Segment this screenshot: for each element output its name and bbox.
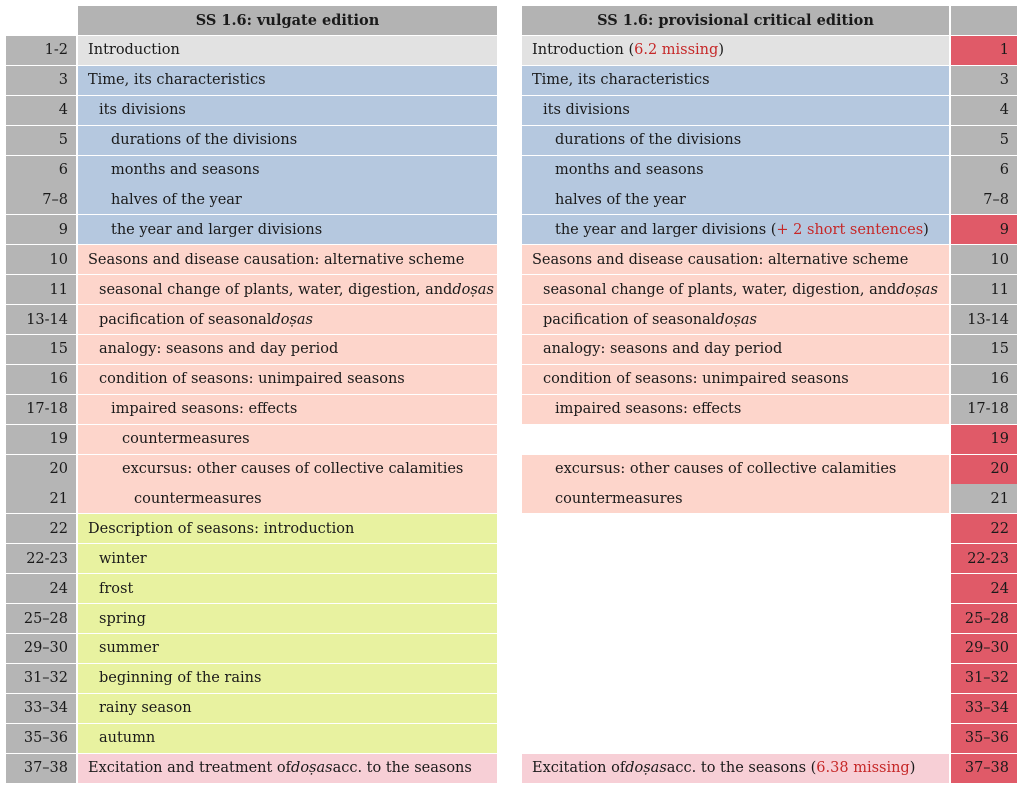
row-text-italic: doṣas bbox=[271, 311, 313, 328]
row-text: its divisions bbox=[99, 102, 186, 119]
row-text-italic: doṣas bbox=[896, 281, 938, 298]
vulgate-row-number: 25–28 bbox=[6, 604, 76, 633]
critical-row-number: 35–36 bbox=[951, 724, 1017, 753]
vulgate-row-number: 15 bbox=[6, 335, 76, 364]
row-text: Seasons and disease causation: alternative scheme bbox=[532, 251, 909, 268]
row-text-tail: acc. to the seasons ( bbox=[666, 760, 817, 776]
row-text: pacification of seasonal bbox=[543, 311, 716, 328]
vulgate-row-label bbox=[78, 185, 497, 214]
row-text: seasonal change of plants, water, digestion, and bbox=[99, 281, 453, 298]
vulgate-row-label bbox=[78, 335, 497, 364]
row-text: durations of the divisions bbox=[111, 132, 298, 149]
vulgate-row-label bbox=[78, 305, 497, 334]
critical-row-number: 4 bbox=[951, 96, 1017, 125]
row-text: countermeasures bbox=[122, 431, 250, 448]
row-text: condition of seasons: unimpaired seasons bbox=[543, 371, 849, 388]
missing-note: + 2 short sentences bbox=[776, 221, 924, 238]
vulgate-row-number: 1-2 bbox=[6, 36, 76, 65]
row-text: Time, its characteristics bbox=[532, 72, 710, 89]
vulgate-row-label bbox=[78, 66, 497, 95]
vulgate-row-label bbox=[78, 395, 497, 424]
vulgate-row-number: 37–38 bbox=[6, 754, 76, 783]
critical-row-number: 7–8 bbox=[951, 185, 1017, 214]
vulgate-row-number: 31–32 bbox=[6, 664, 76, 693]
row-text: spring bbox=[99, 610, 146, 627]
row-text: months and seasons bbox=[111, 162, 260, 178]
vulgate-row-number: 35–36 bbox=[6, 724, 76, 753]
critical-row-number: 19 bbox=[951, 425, 1017, 454]
critical-row-label bbox=[522, 36, 949, 65]
critical-row-number: 17-18 bbox=[951, 395, 1017, 424]
vulgate-row-number: 7–8 bbox=[6, 185, 76, 214]
critical-row-number: 31–32 bbox=[951, 664, 1017, 693]
vulgate-row-number: 6 bbox=[6, 156, 76, 185]
row-text: pacification of seasonal bbox=[99, 311, 272, 328]
vulgate-header: SS 1.6: vulgate edition bbox=[78, 6, 497, 35]
row-text-tail: ) bbox=[923, 221, 929, 238]
row-text: winter bbox=[99, 550, 147, 567]
vulgate-row-label bbox=[78, 245, 497, 274]
row-text: halves of the year bbox=[111, 191, 242, 208]
vulgate-row-number: 22 bbox=[6, 514, 76, 543]
missing-note: 6.2 missing bbox=[634, 42, 719, 59]
vulgate-row-number: 13-14 bbox=[6, 305, 76, 334]
vulgate-row-label bbox=[78, 694, 497, 723]
row-text: the year and larger divisions bbox=[111, 221, 323, 238]
critical-row-label bbox=[522, 96, 949, 125]
row-text: durations of the divisions bbox=[555, 132, 742, 149]
row-text-italic: doṣas bbox=[625, 760, 667, 776]
vulgate-row-number: 20 bbox=[6, 455, 76, 484]
critical-row-label bbox=[522, 245, 949, 274]
row-text: countermeasures bbox=[555, 490, 683, 507]
critical-row-number: 15 bbox=[951, 335, 1017, 364]
row-text: beginning of the rains bbox=[99, 670, 262, 687]
critical-row-label bbox=[522, 305, 949, 334]
vulgate-row-number: 5 bbox=[6, 126, 76, 155]
row-text: Introduction ( bbox=[532, 42, 635, 59]
row-text: excursus: other causes of collective calamities bbox=[555, 461, 897, 477]
row-text: Seasons and disease causation: alternative scheme bbox=[88, 251, 465, 268]
vulgate-row-number: 33–34 bbox=[6, 694, 76, 723]
vulgate-row-number: 19 bbox=[6, 425, 76, 454]
critical-row-number: 11 bbox=[951, 275, 1017, 304]
row-text-tail: ) bbox=[718, 42, 724, 59]
critical-row-number: 29–30 bbox=[951, 634, 1017, 663]
vulgate-row-label bbox=[78, 724, 497, 753]
critical-header-corner bbox=[951, 6, 1017, 35]
critical-row-label bbox=[522, 514, 949, 543]
critical-row-label bbox=[522, 694, 949, 723]
row-text: summer bbox=[99, 640, 159, 657]
row-text: condition of seasons: unimpaired seasons bbox=[99, 371, 405, 388]
vulgate-row-label bbox=[78, 36, 497, 65]
critical-row-number: 24 bbox=[951, 574, 1017, 603]
critical-row-label bbox=[522, 215, 949, 244]
critical-row-label bbox=[522, 754, 949, 783]
row-text: Description of seasons: introduction bbox=[88, 520, 355, 537]
critical-row-label bbox=[522, 126, 949, 155]
critical-row-number: 20 bbox=[951, 455, 1017, 484]
vulgate-row-label bbox=[78, 604, 497, 633]
critical-row-label bbox=[522, 156, 949, 185]
row-text: Time, its characteristics bbox=[88, 72, 266, 89]
vulgate-row-label bbox=[78, 215, 497, 244]
vulgate-row-label bbox=[78, 156, 497, 185]
critical-row-number: 9 bbox=[951, 215, 1017, 244]
critical-row-number: 1 bbox=[951, 36, 1017, 65]
critical-row-number: 22 bbox=[951, 514, 1017, 543]
row-text: excursus: other causes of collective calamities bbox=[122, 461, 464, 477]
row-text-tail: acc. to the seasons bbox=[332, 760, 472, 776]
vulgate-row-label bbox=[78, 574, 497, 603]
row-text: halves of the year bbox=[555, 191, 686, 208]
row-text: Excitation and treatment of bbox=[88, 760, 292, 776]
critical-row-number: 10 bbox=[951, 245, 1017, 274]
vulgate-row-number: 3 bbox=[6, 66, 76, 95]
vulgate-row-label bbox=[78, 634, 497, 663]
row-text-italic: doṣas bbox=[715, 311, 757, 328]
row-text: its divisions bbox=[543, 102, 630, 119]
critical-row-label bbox=[522, 335, 949, 364]
row-text: rainy season bbox=[99, 700, 192, 717]
critical-row-number: 6 bbox=[951, 156, 1017, 185]
row-text: analogy: seasons and day period bbox=[99, 341, 339, 358]
vulgate-row-label bbox=[78, 275, 497, 304]
critical-row-label bbox=[522, 395, 949, 424]
vulgate-row-label bbox=[78, 365, 497, 394]
critical-row-label bbox=[522, 365, 949, 394]
vulgate-row-number: 10 bbox=[6, 245, 76, 274]
critical-row-label bbox=[522, 574, 949, 603]
critical-row-number: 13-14 bbox=[951, 305, 1017, 334]
critical-row-label bbox=[522, 604, 949, 633]
vulgate-row-number: 11 bbox=[6, 275, 76, 304]
vulgate-row-number: 29–30 bbox=[6, 634, 76, 663]
vulgate-row-label bbox=[78, 126, 497, 155]
row-text: countermeasures bbox=[134, 490, 262, 507]
row-text: autumn bbox=[99, 730, 156, 747]
vulgate-row-label bbox=[78, 484, 497, 513]
row-text-italic: doṣas bbox=[291, 760, 333, 776]
vulgate-row-number: 9 bbox=[6, 215, 76, 244]
critical-row-number: 33–34 bbox=[951, 694, 1017, 723]
critical-row-number: 25–28 bbox=[951, 604, 1017, 633]
critical-row-label bbox=[522, 185, 949, 214]
critical-row-number: 16 bbox=[951, 365, 1017, 394]
critical-row-label bbox=[522, 275, 949, 304]
critical-row-label bbox=[522, 544, 949, 573]
critical-row-label bbox=[522, 724, 949, 753]
row-text: impaired seasons: effects bbox=[111, 401, 298, 418]
critical-row-label bbox=[522, 455, 949, 484]
vulgate-row-label bbox=[78, 664, 497, 693]
vulgate-row-number: 21 bbox=[6, 484, 76, 513]
vulgate-row-label bbox=[78, 544, 497, 573]
critical-row-number: 5 bbox=[951, 126, 1017, 155]
vulgate-row-label bbox=[78, 754, 497, 783]
vulgate-header-corner bbox=[6, 6, 76, 35]
critical-row-number: 3 bbox=[951, 66, 1017, 95]
vulgate-row-label bbox=[78, 514, 497, 543]
row-text: Excitation of bbox=[532, 760, 626, 776]
row-text: the year and larger divisions ( bbox=[555, 221, 777, 238]
critical-row-label bbox=[522, 634, 949, 663]
row-text: Introduction bbox=[88, 42, 180, 59]
critical-row-number: 37–38 bbox=[951, 754, 1017, 783]
critical-row-label bbox=[522, 425, 949, 454]
row-text: analogy: seasons and day period bbox=[543, 341, 783, 358]
row-text: frost bbox=[99, 580, 134, 597]
vulgate-row-number: 16 bbox=[6, 365, 76, 394]
critical-row-number: 21 bbox=[951, 484, 1017, 513]
vulgate-row-number: 17-18 bbox=[6, 395, 76, 424]
critical-row-label bbox=[522, 664, 949, 693]
vulgate-row-number: 22-23 bbox=[6, 544, 76, 573]
critical-row-label bbox=[522, 66, 949, 95]
row-text: seasonal change of plants, water, digestion, and bbox=[543, 281, 897, 298]
vulgate-row-label bbox=[78, 455, 497, 484]
row-text: months and seasons bbox=[555, 162, 704, 178]
vulgate-row-label bbox=[78, 96, 497, 125]
missing-note: 6.38 missing bbox=[816, 760, 910, 776]
critical-row-number: 22-23 bbox=[951, 544, 1017, 573]
vulgate-row-label bbox=[78, 425, 497, 454]
row-text-tail: ) bbox=[909, 760, 916, 776]
row-text: impaired seasons: effects bbox=[555, 401, 742, 418]
critical-row-label bbox=[522, 484, 949, 513]
vulgate-row-number: 24 bbox=[6, 574, 76, 603]
vulgate-row-number: 4 bbox=[6, 96, 76, 125]
row-text-italic: doṣas bbox=[452, 281, 494, 298]
critical-header: SS 1.6: provisional critical edition bbox=[522, 6, 949, 35]
